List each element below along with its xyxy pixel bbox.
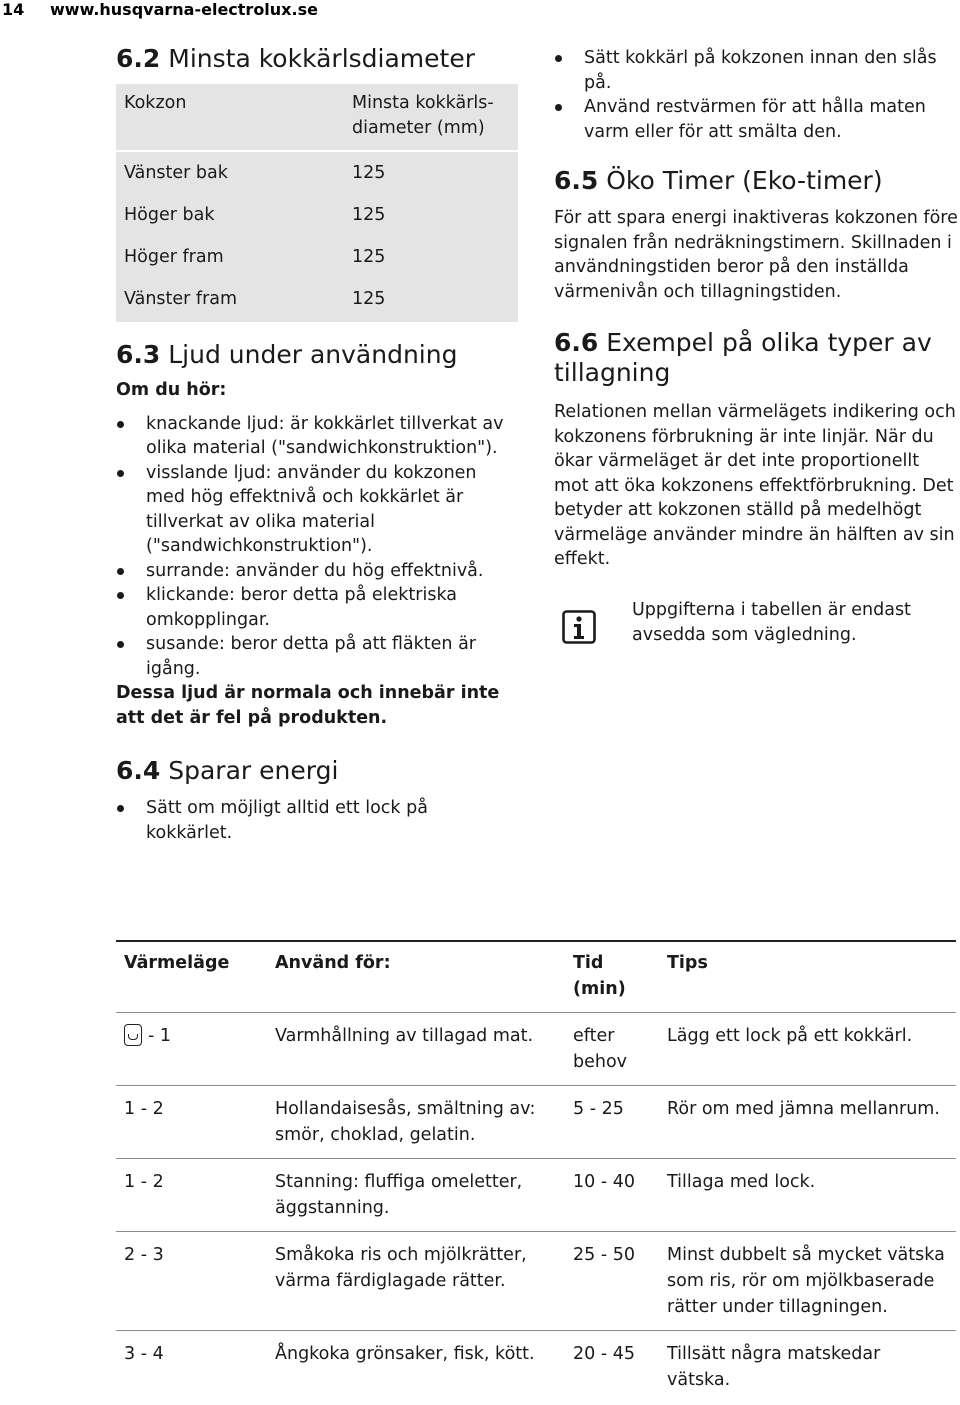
table-row: Höger bak 125 <box>116 194 518 236</box>
list-item: Sätt om möjligt alltid ett lock på kokkärlet. <box>116 796 518 845</box>
right-column <box>554 46 958 678</box>
list-item: surrande: använder du hög effektnivå. <box>116 559 518 584</box>
table-row: Vänster bak 125 <box>116 151 518 194</box>
section-heading-6-4: 6.4 Sparar energi <box>116 756 339 785</box>
page-number: 14 <box>2 0 25 19</box>
list-item: Använd restvärmen för att hålla maten varm eller för att smälta den. <box>554 95 958 144</box>
info-icon <box>562 610 596 644</box>
min-diameter-table <box>116 84 518 322</box>
energy-list-right <box>554 46 958 144</box>
section-heading-6-3: 6.3 Ljud under användning <box>116 340 458 369</box>
sound-list <box>116 412 518 682</box>
list-item: visslande ljud: använder du kokzonen med hög effektnivå och kokkärlet är tillverkat av olika material ("sandwichkonstruktion"). <box>116 461 518 559</box>
table-header-row <box>116 941 956 1013</box>
table-row: Höger fram 125 <box>116 236 518 278</box>
sound-intro: Om du hör: <box>116 380 227 400</box>
table-row: - 1 Varmhållning av tillagad mat. efter behov Lägg ett lock på ett kokkärl. <box>116 1013 956 1086</box>
left-column <box>116 44 518 845</box>
table-header-diameter: Minsta kokkärls- diameter (mm) <box>344 84 518 151</box>
table-row: 1 - 2 Stanning: fluffiga omeletter, äggstanning. 10 - 40 Tillaga med lock. <box>116 1159 956 1232</box>
header-url[interactable]: www.husqvarna-electrolux.se <box>50 0 318 19</box>
header-tips: Tips <box>667 953 708 973</box>
energy-list-left <box>116 796 518 845</box>
eco-timer-text: För att spara energi inaktiveras kokzonen före signalen från nedräkningstimern. Skillnaden i användningstiden beror på den inställda värmenivån och tillagningstiden. <box>554 208 958 302</box>
list-item: knackande ljud: är kokkärlet tillverkat av olika material ("sandwichkonstruktion"). <box>116 412 518 461</box>
table-header-row <box>116 84 518 151</box>
list-item: klickande: beror detta på elektriska omkopplingar. <box>116 583 518 632</box>
info-text: Uppgifterna i tabellen är endast avsedda som vägledning. <box>632 599 911 645</box>
section-heading-6-5: 6.5 Öko Timer (Eko-timer) <box>554 166 883 195</box>
header-heat-level: Värmeläge <box>124 953 230 973</box>
header-use-for: Använd för: <box>275 953 391 973</box>
table-row: 1 - 2 Hollandaisesås, smältning av: smör, choklad, gelatin. 5 - 25 Rör om med jämna mellanrum. <box>116 1086 956 1159</box>
info-note <box>554 598 958 678</box>
section-heading-6-6: 6.6 Exempel på olika typer av tillagning <box>554 328 932 387</box>
list-item: Sätt kokkärl på kokzonen innan den slås på. <box>554 46 958 95</box>
table-header-zone: Kokzon <box>116 84 344 151</box>
cooking-table <box>116 940 956 1403</box>
list-item: susande: beror detta på att fläkten är igång. <box>116 632 518 681</box>
keep-warm-icon <box>124 1024 142 1046</box>
cooking-types-text: Relationen mellan värmelägets indikering och kokzonens förbrukning är inte linjär. När du ökar värmeläget är det inte proportionellt mot att öka kokzonens effektförbrukning. Det betyder att kokzonen ställd på medelhögt värmeläge använder mindre än hälften av sin effekt. <box>554 402 956 569</box>
heat-level-cell: - 1 <box>116 1013 267 1086</box>
table-row: 3 - 4 Ångkoka grönsaker, fisk, kött. 20 - 45 Tillsätt några matskedar vätska. <box>116 1331 956 1404</box>
table-row: Vänster fram 125 <box>116 278 518 322</box>
header-time: Tid (min) <box>573 953 626 999</box>
table-row: 2 - 3 Småkoka ris och mjölkrätter, värma färdiglagade rätter. 25 - 50 Minst dubbelt så mycket vätska som ris, rör om mjölkbaserade rätter under tillagningen. <box>116 1232 956 1331</box>
section-heading-6-2: 6.2 Minsta kokkärlsdiameter <box>116 44 476 73</box>
sound-note: Dessa ljud är normala och innebär inte att det är fel på produkten. <box>116 683 500 728</box>
